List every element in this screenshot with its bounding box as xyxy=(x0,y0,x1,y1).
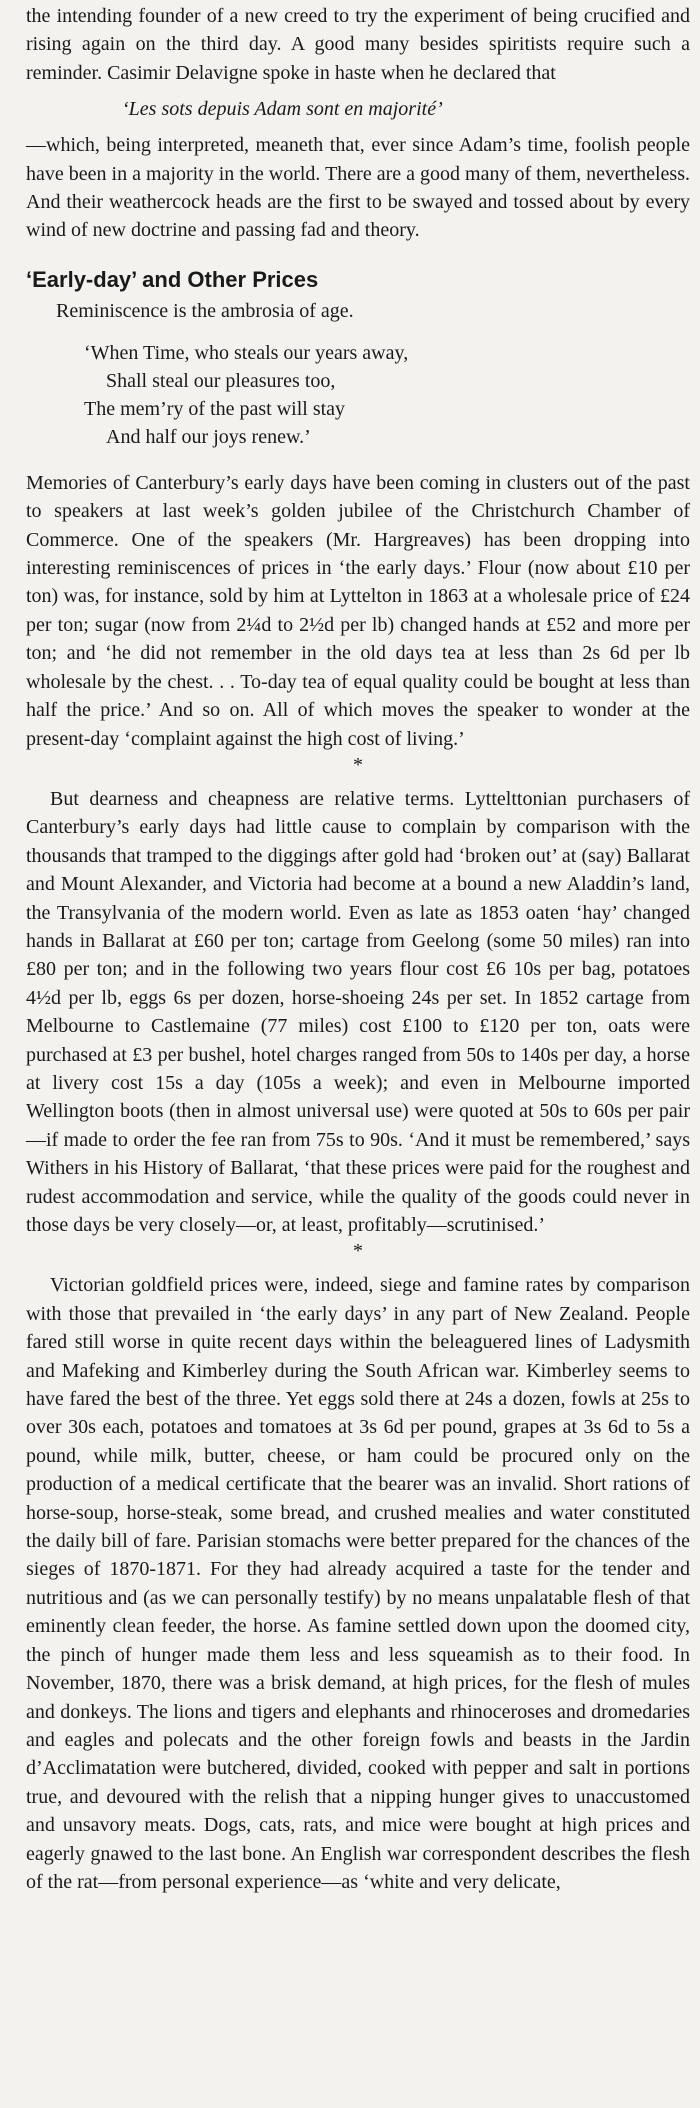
paragraph-goldfield-prices: Victorian goldfield prices were, indeed, siege and famine rates by comparison with those that prevailed in ‘the early days’ in any part of New Zealand. People fared still worse in quite recent days within the beleaguered lines of Ladysmith and Mafeking and Kimberley during the South African war. Kimberley seems to have fared the best of the three. Yet eggs sold there at 24s a dozen, fowls at 25s to over 30s each, potatoes and tomatoes at 3s 6d per pound, grapes at 3s 6d to 5s a pound, while milk, butter, cheese, or ham could be procured only on the production of a medical certificate that the bearer was an invalid. Short rations of horse-soup, horse-steak, some bread, and crushed mealies and water constituted the daily bill of fare. Parisian stomachs were better prepared for the chances of the sieges of 1870-1871. For they had already acquired a taste for the tender and nutritious and (as we can personally testify) by no means unpalatable flesh of that eminently clean feeder, the horse. As famine settled down upon the doomed city, the pinch of hunger made them less and less squeamish as to their food. In November, 1870, there was a brisk demand, at high prices, for the flesh of mules and donkeys. The lions and tigers and elephants and rhinoceroses and dromedaries and eagles and polecats and the other foreign fowls and beasts in the Jardin d’Acclimatation were butchered, divided, cooked with pepper and salt in portions true, and devoured with the relish that a nipping hunger gives to unaccustomed and unsavory meats. Dogs, cats, rats, and mice were bought at high prices and eagerly gnawed to the last bone. An English war correspondent describes the flesh of the rat—from personal experience—as ‘white and very delicate, xyxy=(26,1274,690,1893)
verse-line: And half our joys renew.’ xyxy=(106,425,311,448)
paragraph-relative-terms: But dearness and cheapness are relative terms. Lyttelttonian purchasers of Canterbury’s early days had little cause to complain by comparison with the thousands that tramped to the diggings after gold had ‘broken out’ at (say) Ballarat and Mount Alexander, and Victoria had become at a bound a new Aladdin’s land, the Transylvania of the modern world. Even as late as 1853 oaten ‘hay’ changed hands in Ballarat at £60 per ton; cartage from Geelong (some 50 miles) ran into £80 per ton; and in the following two years flour cost £6 10s per bag, potatoes 4½d per lb, eggs 6s per dozen, horse-shoeing 24s per set. In 1852 cartage from Melbourne to Castlemaine (77 miles) cost £100 to £120 per ton, oats were purchased at £3 per bushel, hotel charges ranged from 50s to 140s per day, a horse at livery cost 15s a day (105s a week); and even in Melbourne imported Wellington boots (then in almost universal use) were quoted at 50s to 60s per pair—if made to order the fee ran from 75s to 90s. ‘And it must be remembered,’ says Withers in his History of Ballarat, ‘that these prices were paid for the roughest and rudest accommodation and service, while the quality of the goods could never in those days be very closely—or, at least, profitably—scrutinised.’ xyxy=(26,787,690,1236)
french-quotation: ‘Les sots depuis Adam sont en majorité’ xyxy=(122,98,443,121)
paragraph-canterbury-memories: Memories of Canterbury’s early days have been coming in clusters out of the past to speakers at last week’s golden jubilee of the Christchurch Chamber of Commerce. One of the speakers (Mr. Hargreaves) has been dropping into interesting reminiscences of prices in ‘the early days.’ Flour (now about £10 per ton) was, for instance, sold by him at Lyttelton in 1863 at a wholesale price of £24 per ton; sugar (now from 2¼d to 2½d per lb) changed hands at £52 and more per ton; and ‘he did not remember in the old days tea at less than 2s 6d per lb wholesale by the chest. . . To-day tea of equal quality could be bought at less than half the price.’ And so on. All of which moves the speaker to wonder at the present-day ‘complaint against the high cost of living.’ xyxy=(26,471,690,750)
section-separator-asterisk: * xyxy=(353,753,363,776)
verse-block xyxy=(26,339,690,451)
paragraph-foolish-people: —which, being interpreted, meaneth that, ever since Adam’s time, foolish people have been in a majority in the world. There are a good many of them, nevertheless. And their weathercock heads are the first to be swayed and tossed about by every wind of new doctrine and passing fad and theory. xyxy=(26,134,690,242)
verse-line: Shall steal our pleasures too, xyxy=(106,369,336,392)
section-separator-asterisk: * xyxy=(353,1240,363,1263)
paragraph-continuation: the intending founder of a new creed to try the experiment of being crucified and rising again on the third day. A good many besides spiritists require such a reminder. Casimir Delavigne spoke in haste when he declared that xyxy=(26,5,690,84)
verse-line: ‘When Time, who steals our years away, xyxy=(84,341,409,364)
section-heading: ‘Early-day’ and Other Prices xyxy=(26,266,319,292)
verse-line: The mem’ry of the past will stay xyxy=(84,397,346,420)
lead-line: Reminiscence is the ambrosia of age. xyxy=(56,299,354,322)
